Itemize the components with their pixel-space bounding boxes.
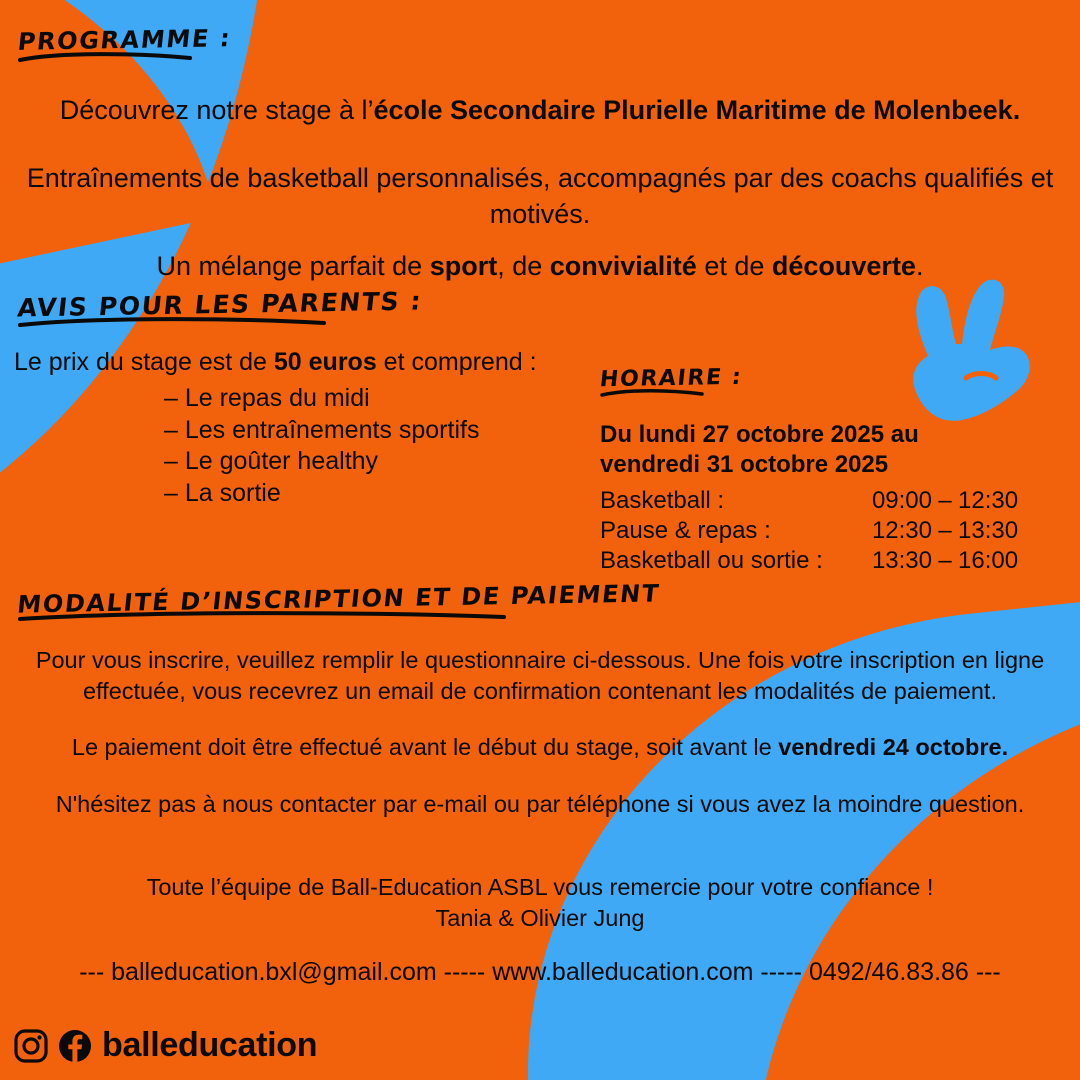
schedule-start: 13:30 [871,546,932,574]
parents-includes-list [14,383,574,509]
inscription-body [0,645,1080,819]
section-heading-programme [18,26,231,64]
schedule-end: 12:30 [958,487,1019,514]
instagram-icon[interactable] [14,1029,48,1063]
list-item: – Le repas du midi [164,384,370,412]
inscription-heading-text: MODALITÉ D’INSCRIPTION ET DE PAIEMENT [15,579,662,619]
paragraph2-prefix: Un mélange parfait de [156,251,430,282]
paragraph2-suffix: . [915,251,924,282]
horaire-dates-line2: vendredi 31 octobre 2025 [600,451,889,478]
social-handle[interactable]: balleducation [102,1026,318,1064]
paragraph2-mid1: , de [497,251,550,282]
schedule-start: 12:30 [871,516,932,544]
programme-intro [0,92,1080,128]
inscription-paragraph-3: N'hésitez pas à nous contacter par e-mail ou par téléphone si vous avez la moindre question. [55,790,1025,817]
inscription-paragraph-2 [0,732,1080,763]
section-heading-horaire [600,366,742,399]
schedule-row [600,516,1050,546]
schedule-row [600,546,1050,576]
programme-paragraph-1: Entraînements de basketball personnalisés, accompagnés par des coachs qualifiés et motivés. [26,163,1054,230]
horaire-schedule [600,420,1050,575]
signoff-line-1: Toute l’équipe de Ball-Education ASBL vous remercie pour votre confiance ! [146,874,934,900]
schedule-separator: – [938,487,952,514]
payment-prefix: Le paiement doit être effectué avant le début du stage, soit avant le [71,734,779,761]
schedule-end: 13:30 [958,516,1019,544]
schedule-separator: – [938,546,952,574]
section-heading-parents [16,286,424,329]
schedule-label: Basketball ou sortie : [600,546,823,574]
schedule-label: Basketball : [600,487,725,514]
social-footer[interactable] [14,1026,317,1065]
intro-school-name: école Secondaire Plurielle Maritime de Molenbeek. [373,95,1021,125]
inscription-paragraph-1: Pour vous inscrire, veuillez remplir le questionnaire ci-dessous. Une fois votre inscription en ligne effectuée, vous recevrez un email de confirmation contenant les modalités de paiement. [35,647,1045,704]
facebook-icon[interactable] [58,1029,92,1063]
intro-prefix: Découvrez notre stage à l’ [59,95,374,125]
programme-description [0,160,1080,285]
parents-heading-text: AVIS POUR LES PARENTS : [16,286,424,323]
signoff-block [0,872,1080,935]
contact-line[interactable]: --- balleducation.bxl@gmail.com ----- www.balleducation.com ----- 0492/46.83.86 --- [79,958,1001,986]
horaire-dates-line1: Du lundi 27 octobre 2025 au [600,421,919,448]
list-item: – Le goûter healthy [164,447,379,475]
list-item: – La sortie [164,478,281,507]
horaire-heading-text: HORAIRE : [598,364,744,393]
price-prefix: Le prix du stage est de [14,348,274,376]
price-amount: 50 euros [273,348,377,376]
paragraph2-mid2: et de [696,251,772,282]
schedule-label: Pause & repas : [600,516,771,544]
payment-deadline: vendredi 24 octobre. [778,734,1009,761]
list-item: – Les entraînements sportifs [164,415,480,444]
schedule-end: 16:00 [958,546,1019,574]
price-suffix: et comprend : [376,348,537,376]
parents-price-line [14,348,574,377]
schedule-row [600,486,1050,516]
paragraph2-bold-sport: sport [429,251,498,282]
section-heading-inscription [15,579,662,623]
peace-hand-icon [870,260,1040,440]
programme-heading-text: PROGRAMME : [16,24,233,56]
signoff-line-2: Tania & Olivier Jung [435,905,645,932]
programme-paragraph-2 [0,248,1080,284]
paragraph2-bold-convivialite: convivialité [549,251,697,282]
schedule-separator: – [938,516,952,544]
paragraph2-bold-decouverte: découverte [771,251,916,282]
horaire-dates [600,420,1050,480]
schedule-start: 09:00 [871,487,932,514]
parents-price-block [14,348,574,509]
